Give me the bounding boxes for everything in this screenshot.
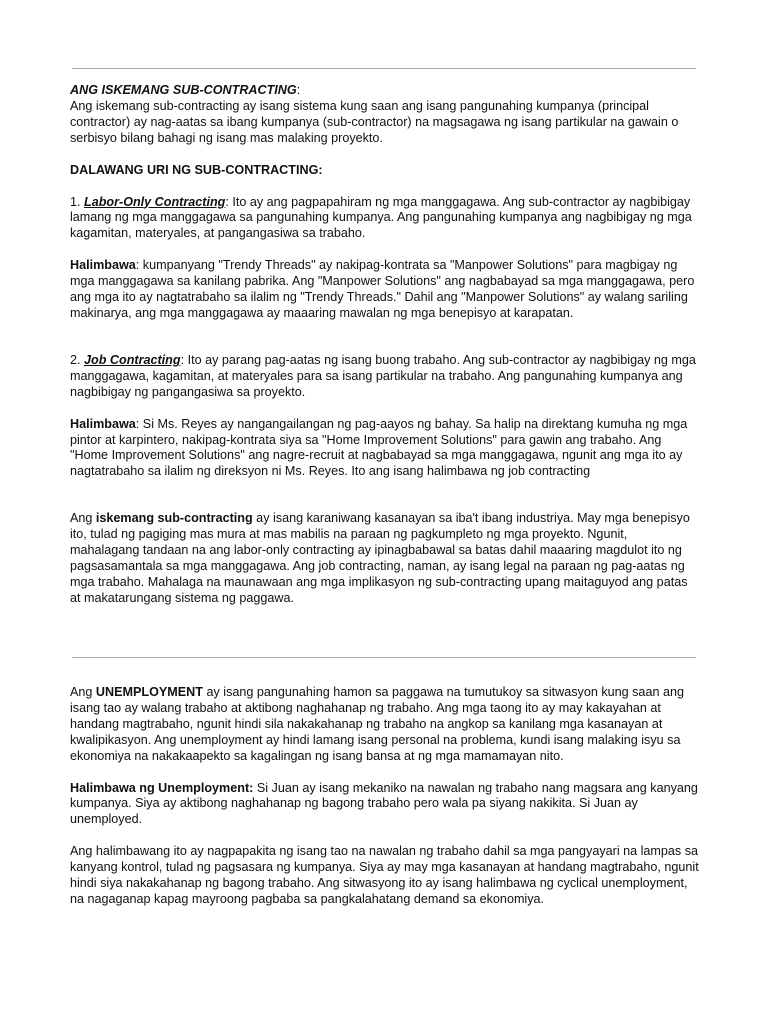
unemployment-example-label: Halimbawa ng Unemployment: — [70, 780, 254, 795]
unemployment-term: UNEMPLOYMENT — [95, 685, 203, 699]
unemployment-intro-text: ay isang pangunahing hamon sa paggawa na tumutukoy sa sitwasyon kung saan ang isang tao ay walang trabaho at aktibong naghahanap ng trabaho. Ang mga taong ito ay may kakayahan at handang magtrabaho, ngunit hindi sila nakakahanap ng trabaho na angkop sa kanilang mga kasanayan at kwalipikasyon. Ang unemployment ay hindi lamang isang personal na problema, kundi isang malaking isyu sa ekonomiya na nakakaapekto sa kagalingan ng isang bansa at ng mga mamamayan nito. — [70, 685, 684, 763]
section-title-colon: : — [296, 83, 301, 97]
type1-example-text: : kumpanyang "Trendy Threads" ay nakipag-kontrata sa "Manpower Solutions" para magbigay ng mga manggagawa sa kanilang pabrika. Ang "Manpower Solutions" ang nagbabayad sa mga manggagawa, pero ang mga ito ay nagtatrabaho sa ilalim ng "Trendy Threads." Dahil ang "Manpower Solutions" ay walang sariling makinarya, ang mga manggagawa ay maaaring mawalan ng mga benepisyo at karapatan. — [70, 258, 695, 320]
type2-example-text: : Si Ms. Reyes ay nangangailangan ng pag-aayos ng bahay. Sa halip na direktang kumuha ng mga pintor at karpintero, nakipag-kontrata siya sa "Home Improvement Solutions" para gawin ang trabaho. Ang "Home Improvement Solutions" ang nagre-recruit at nagbabayad sa mga manggagawa, ngunit ang mga ito ay nagtatrabaho sa ilalim ng direksyon ni Ms. Reyes. Ito ang isang halimbawa ng job contracting — [70, 416, 688, 479]
unemployment-example-text: Si Juan ay isang mekaniko na nawalan ng trabaho nang magsara ang kanyang kumpanya. Siya ay aktibong naghahanap ng bagong trabaho pero wala pa siyang nakikita. Si Juan ay unemployed. — [70, 780, 698, 827]
top-divider — [72, 68, 696, 69]
conclusion-paragraph — [70, 511, 700, 606]
types-heading: DALAWANG URI NG SUB-CONTRACTING: — [70, 162, 323, 177]
type1-name: Labor-Only Contracting — [84, 194, 226, 209]
unemployment-analysis: Ang halimbawang ito ay nagpapakita ng isang tao na nawalan ng trabaho dahil sa mga pangyayari na lampas sa kanyang kontrol, tulad ng pagsasara ng kumpanya. Siya ay may mga kasanayan at handang magtrabaho, ngunit hindi siya nakakahanap ng bagong trabaho. Ang sitwasyong ito ay isang halimbawa ng cyclical unemployment, na nagaganap kapag mayroong pagbaba sa pangkalahatang demand sa ekonomiya. — [70, 844, 699, 906]
conclusion-text: ay isang karaniwang kasanayan sa iba't ibang industriya. May mga benepisyo ito, tulad ng pagiging mas mura at mas mabilis na paraan ng pagkumpleto ng mga proyekto. Ngunit, mahalagang tandaan na ang labor-only contracting ay ipinagbabawal sa batas dahil maaaring magdulot ito ng pagsasamantala sa mga manggagawa. Ang job contracting, naman, ay isang legal na paraan ng pag-aatas ng mga trabaho. Mahalaga na maunawaan ang mga implikasyon ng sub-contracting upang maitaguyod ang patas at makatarungang sistema ng paggawa. — [70, 511, 690, 605]
unemployment-intro — [70, 685, 700, 765]
type1-example — [70, 258, 700, 322]
section-sub-contracting — [70, 83, 700, 607]
section-intro: Ang iskemang sub-contracting ay isang sistema kung saan ang isang pangunahing kumpanya (principal contractor) ay nag-aatas sa ibang kumpanya (sub-contractor) na magsagawa ng isang partikular na gawain o serbisyo bilang bahagi ng isang mas malaking proyekto. — [70, 98, 679, 145]
section-title — [70, 83, 700, 99]
middle-divider — [72, 657, 696, 658]
conclusion-pre: Ang — [70, 511, 96, 526]
type1-paragraph — [70, 195, 700, 243]
section-title-text: ANG ISKEMANG SUB-CONTRACTING — [70, 83, 297, 97]
type2-name: Job Contracting — [84, 352, 181, 367]
type1-example-label: Halimbawa — [70, 258, 136, 273]
type2-text: : Ito ay parang pag-aatas ng isang buong trabaho. Ang sub-contractor ay nagbibigay ng mga manggagawa, kagamitan, at materyales para sa isang partikular na trabaho. Ang pangunahing kumpanya ang nagbibigay ng pangangasiwa sa proyekto. — [70, 352, 696, 399]
type1-text: : Ito ay ang pagpapahiram ng mga manggagawa. Ang sub-contractor ay nagbibigay lamang ng mga manggagawa sa pangunahing kumpanya. Ang pangunahing kumpanya ang nagbibigay ng mga kagamitan, materyales, at pangangasiwa sa trabaho. — [70, 194, 692, 241]
type1-number: 1. — [70, 194, 85, 209]
conclusion-bold: iskemang sub-contracting — [95, 511, 253, 526]
type2-example-label: Halimbawa — [70, 416, 136, 431]
unemployment-intro-pre: Ang — [70, 685, 96, 699]
unemployment-example — [70, 781, 700, 829]
section-unemployment — [70, 685, 700, 908]
type2-example — [70, 417, 700, 481]
type2-paragraph — [70, 353, 700, 401]
type2-number: 2. — [70, 352, 85, 367]
